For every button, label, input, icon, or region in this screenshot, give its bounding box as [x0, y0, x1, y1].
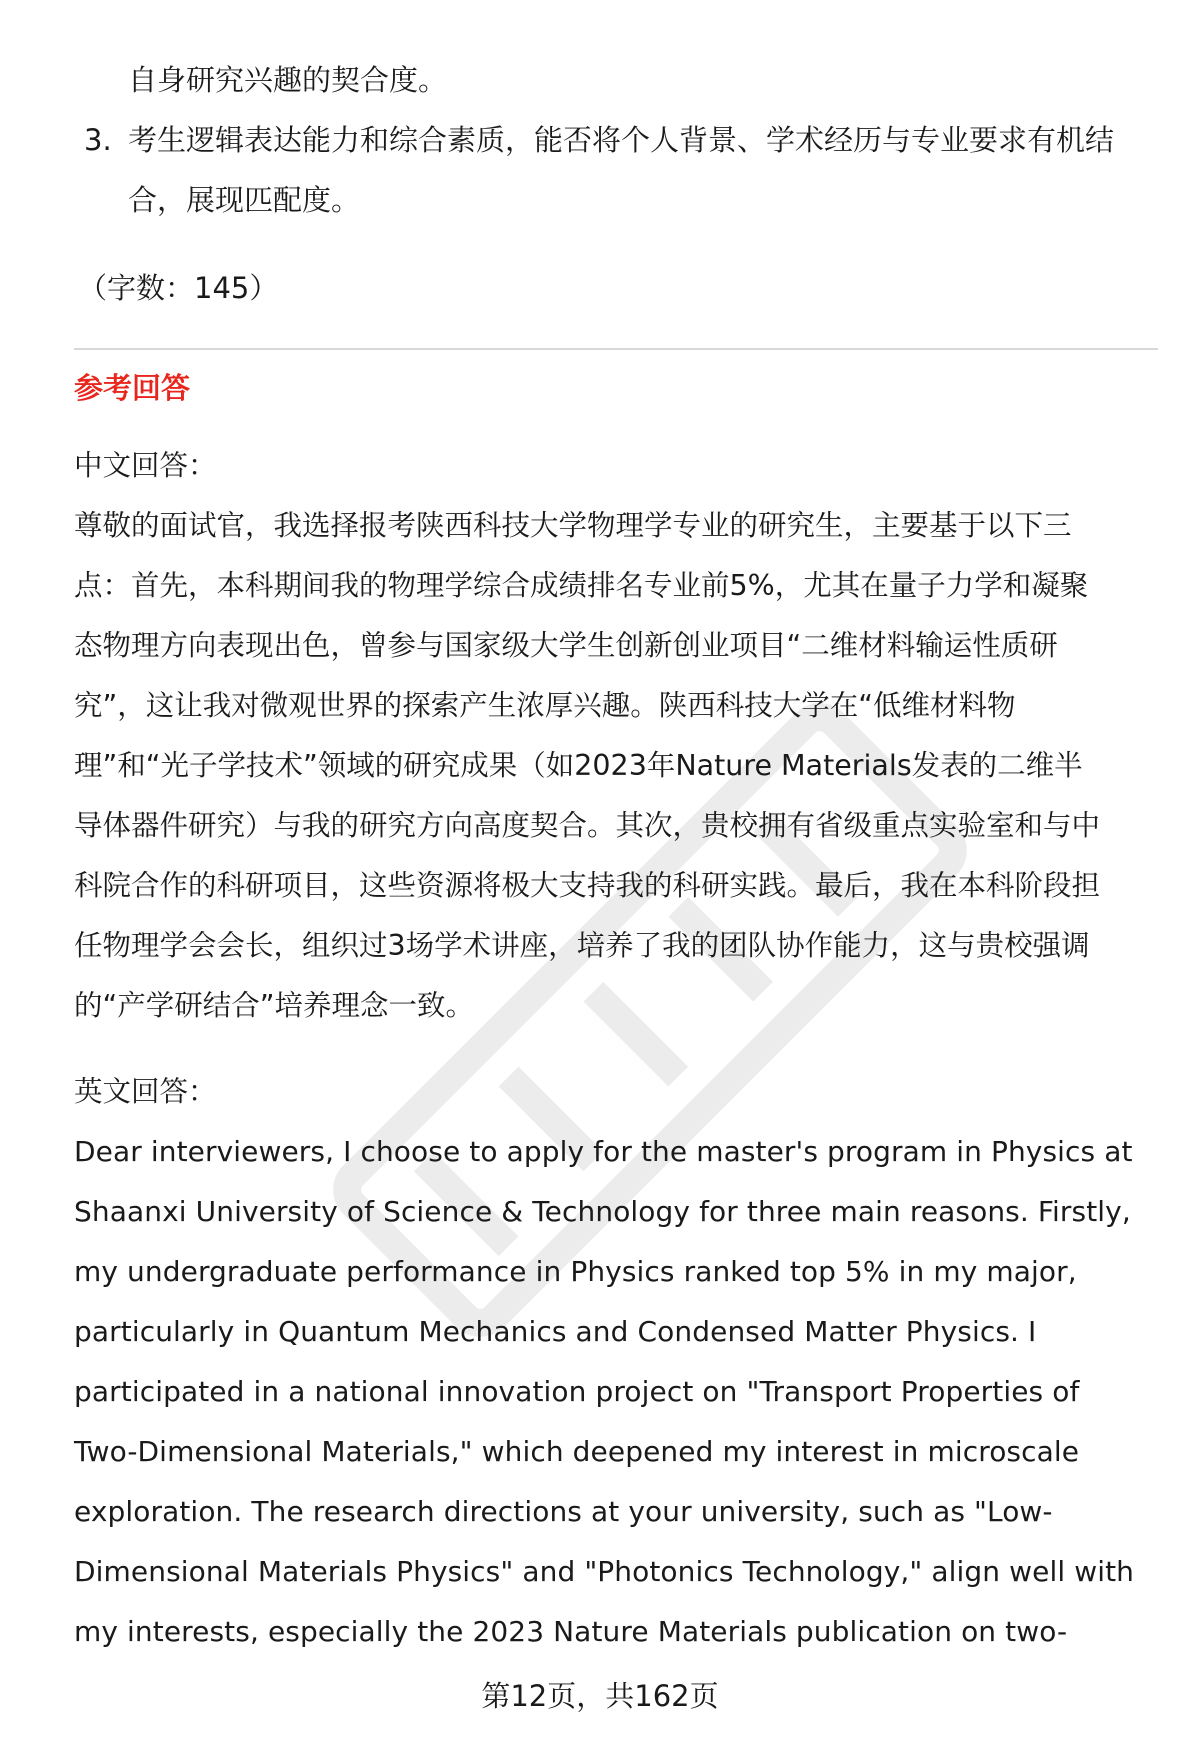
paragraph-line: participated in a national innovation project on "Transport Properties of	[74, 1375, 1080, 1408]
paragraph-line: 导体器件研究）与我的研究方向高度契合。其次，贵校拥有省级重点实验室和与中	[74, 809, 1101, 842]
paragraph-line: Dear interviewers, I choose to apply for the master's program in Physics at	[74, 1135, 1133, 1168]
paragraph-line: 的“产学研结合”培养理念一致。	[74, 989, 475, 1022]
page-number-footer: 第12页，共162页	[481, 1679, 719, 1713]
paragraph-line: 态物理方向表现出色，曾参与国家级大学生创新创业项目“二维材料输运性质研	[74, 629, 1058, 662]
paragraph-line: 任物理学会会长，组织过3场学术讲座，培养了我的团队协作能力，这与贵校强调	[74, 929, 1090, 962]
paragraph-line: Dimensional Materials Physics" and "Photonics Technology," align well with	[74, 1555, 1135, 1588]
word-count: （字数：145）	[78, 271, 279, 305]
paragraph-line: 理”和“光子学技术”领域的研究成果（如2023年Nature Materials发表的二维半	[74, 749, 1083, 782]
list-item-continuation: 自身研究兴趣的契合度。	[128, 63, 448, 97]
list-item-text: 合，展现匹配度。	[128, 183, 361, 217]
paragraph-line: Two-Dimensional Materials," which deepened my interest in microscale	[74, 1435, 1080, 1468]
paragraph-line: 科院合作的科研项目，这些资源将极大支持我的科研实践。最后，我在本科阶段担	[74, 869, 1101, 902]
section-divider	[74, 348, 1158, 350]
paragraph-line: 尊敬的面试官，我选择报考陕西科技大学物理学专业的研究生，主要基于以下三	[74, 509, 1072, 542]
paragraph-line: 点：首先，本科期间我的物理学综合成绩排名专业前5%，尤其在量子力学和凝聚	[74, 569, 1089, 602]
paragraph-line: particularly in Quantum Mechanics and Condensed Matter Physics. I	[74, 1315, 1037, 1348]
paragraph-line: Shaanxi University of Science & Technology for three main reasons. Firstly,	[74, 1195, 1131, 1228]
paragraph-line: 究”，这让我对微观世界的探索产生浓厚兴趣。陕西科技大学在“低维材料物	[74, 689, 1016, 722]
chinese-answer-label: 中文回答：	[74, 449, 217, 482]
list-item-text: 考生逻辑表达能力和综合素质，能否将个人背景、学术经历与专业要求有机结	[128, 123, 1115, 157]
list-item-number: 3.	[84, 123, 112, 157]
paragraph-line: exploration. The research directions at your university, such as "Low-	[74, 1495, 1053, 1528]
paragraph-line: my undergraduate performance in Physics ranked top 5% in my major,	[74, 1255, 1077, 1288]
english-answer-label: 英文回答：	[74, 1075, 217, 1108]
paragraph-line: my interests, especially the 2023 Nature Materials publication on two-	[74, 1615, 1068, 1648]
reference-answer-heading: 参考回答	[74, 371, 191, 405]
